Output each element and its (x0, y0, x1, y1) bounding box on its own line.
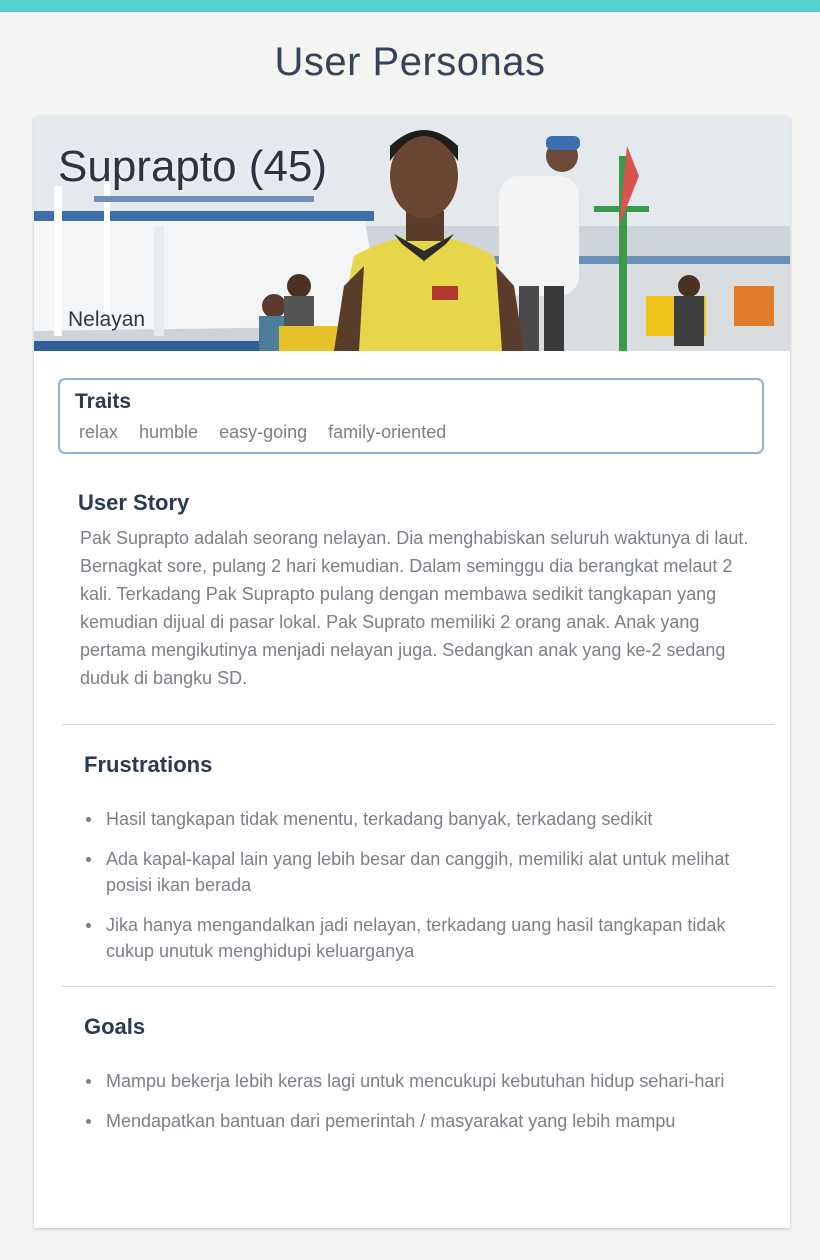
persona-name: Suprapto (45) (58, 142, 328, 191)
list-item: Mendapatkan bantuan dari pemerintah / masyarakat yang lebih mampu (84, 1108, 774, 1134)
user-story-title: User Story (78, 490, 190, 515)
accent-top-bar (0, 0, 820, 12)
list-item: Ada kapal-kapal lain yang lebih besar dan canggih, memiliki alat untuk melihat posisi ikan berada (84, 846, 774, 898)
goals-list (84, 1068, 774, 1148)
list-item: Mampu bekerja lebih keras lagi untuk mencukupi kebutuhan hidup sehari-hari (84, 1068, 774, 1094)
traits-box (58, 378, 764, 454)
list-item: Hasil tangkapan tidak menentu, terkadang banyak, terkadang sedikit (84, 806, 774, 832)
persona-card (34, 116, 790, 1228)
trait-tag: easy-going (219, 422, 308, 442)
section-divider (62, 724, 774, 725)
trait-tag: relax (79, 422, 119, 442)
section-divider (62, 986, 774, 987)
frustrations-title: Frustrations (84, 752, 213, 777)
traits-list (79, 422, 462, 443)
page-title: User Personas (274, 40, 546, 84)
persona-photo (34, 116, 790, 351)
goals-title: Goals (84, 1014, 146, 1039)
user-story-text: Pak Suprapto adalah seorang nelayan. Dia menghabiskan seluruh waktunya di laut. Bernagkat sore, pulang 2 hari kemudian. Dalam seminggu dia berangkat melaut 2 kali. Terkadang Pak Suprapto pulang dengan membawa sedikit tangkapan yang kemudian dijual di pasar lokal. Pak Suprato memiliki 2 orang anak. Anak yang pertama mengikutinya menjadi nelayan juga. Sedangkan anak yang ke-2 sedang duduk di bangku SD. (80, 528, 749, 688)
list-item: Jika hanya mengandalkan jadi nelayan, terkadang uang hasil tangkapan tidak cukup unutuk menghidupi keluarganya (84, 912, 774, 964)
persona-role: Nelayan (68, 308, 146, 331)
trait-tag: humble (139, 422, 199, 442)
trait-tag: family-oriented (328, 422, 447, 442)
traits-title: Traits (75, 390, 132, 413)
frustrations-list (84, 806, 774, 978)
